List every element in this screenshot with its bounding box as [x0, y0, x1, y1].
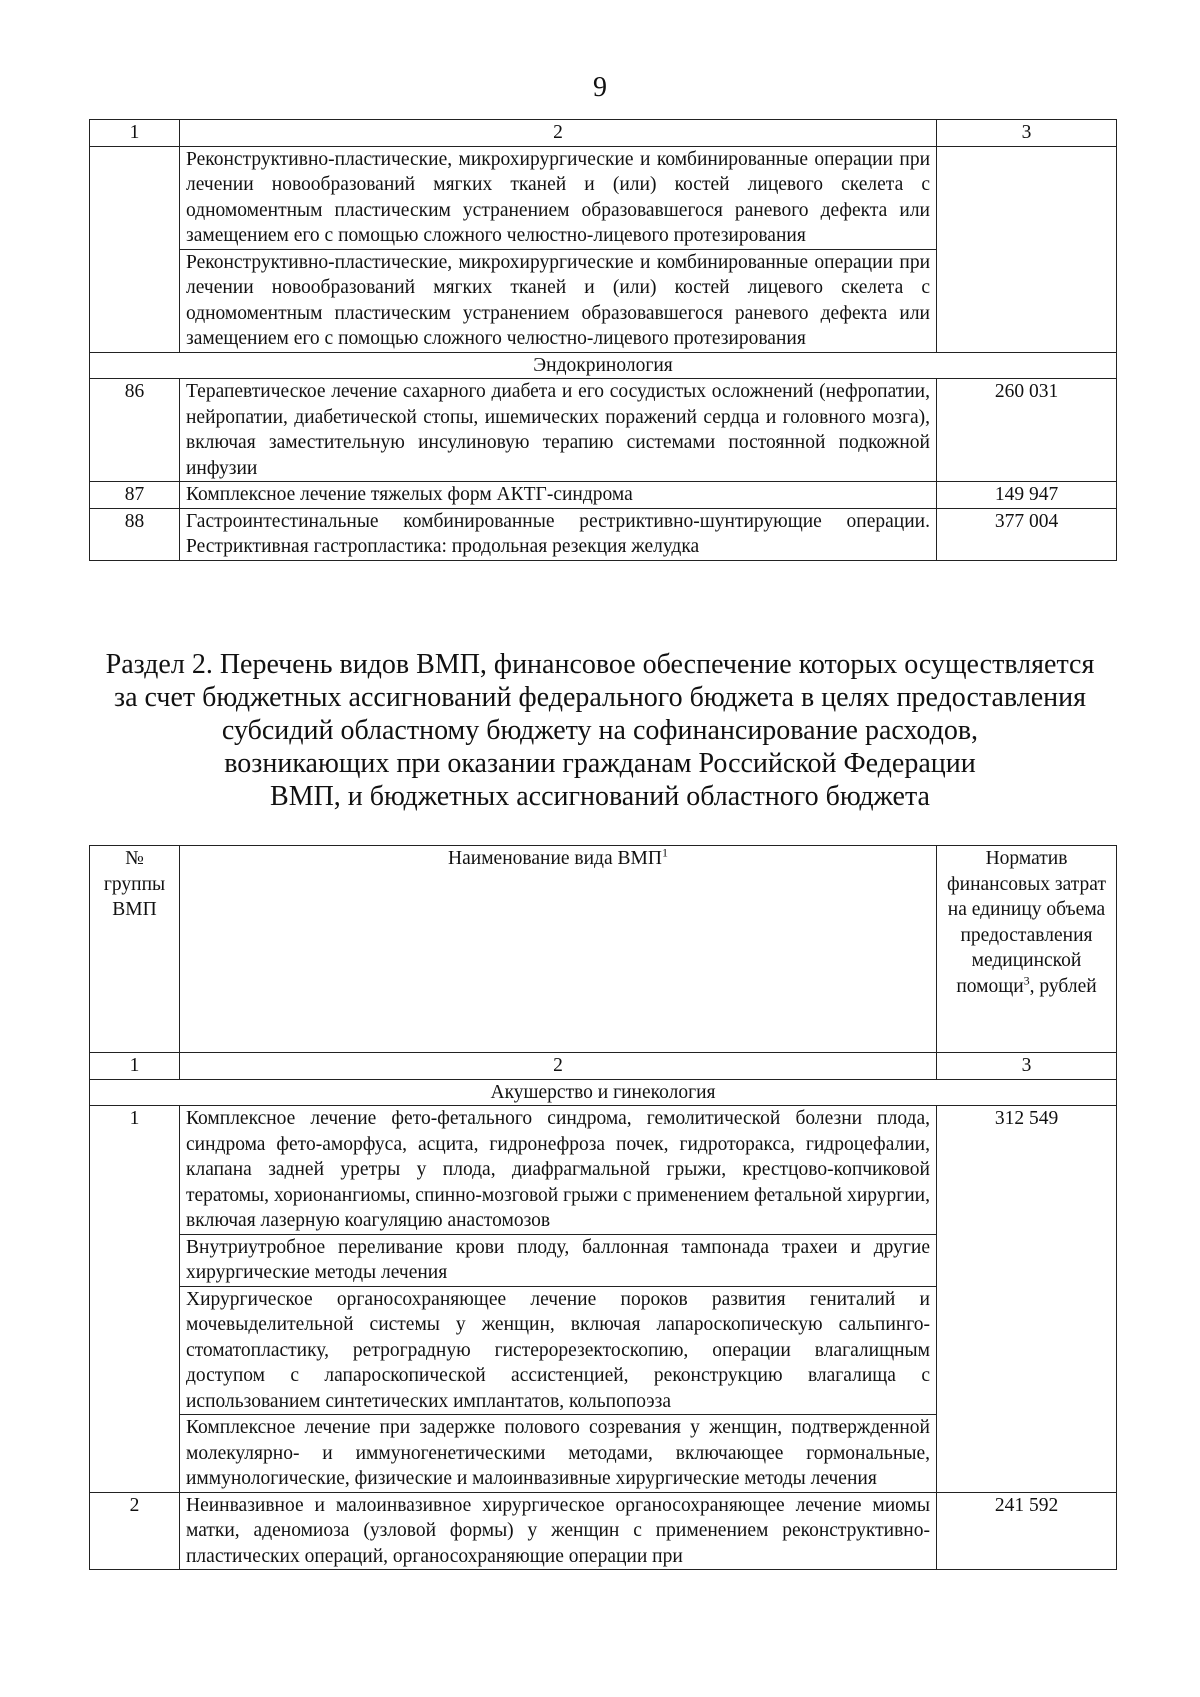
cost-value: 312 549 [937, 1106, 1117, 1493]
column-number: 3 [937, 1053, 1117, 1080]
vmp-name-cell: Комплексное лечение при задержке полового созревания у женщин, подтвержденной молекулярно- и иммуногенетическими методами, включающее гормональные, иммунологические, физические и малоинвазивные хирургические методы лечения [180, 1415, 937, 1493]
column-number: 2 [180, 1053, 937, 1080]
column-number-row [90, 120, 1117, 147]
vmp-name-cell: Комплексное лечение фето-фетального синдрома, гемолитической болезни плода, синдрома фето-аморфуса, асцита, гидронефроза почек, гидроторакса, гидроцефалии, клапана задней уретры у плода, диафрагмальной грыжи, крестцово-копчиковой тератомы, хорионангиомы, спинно-мозговой грыжи с применением фетальной хирургии, включая лазерную коагуляцию анастомозов [180, 1106, 937, 1235]
group-number: 88 [90, 508, 180, 560]
table-row [90, 146, 1117, 249]
vmp-name-cell: Неинвазивное и малоинвазивное хирургическое органосохраняющее лечение миомы матки, аденомиоза (узловой формы) у женщин с применением реконструктивно-пластических операций, органосохраняющие операции при [180, 1492, 937, 1570]
page-number: 9 [593, 72, 607, 103]
column-number: 3 [937, 120, 1117, 147]
column-number-row [90, 1053, 1117, 1080]
footnote-mark: 3 [1023, 973, 1030, 987]
cost-value: 377 004 [937, 508, 1117, 560]
group-number: 1 [90, 1106, 180, 1493]
table-row [90, 482, 1117, 509]
vmp-table-continuation [89, 119, 1117, 561]
cost-value: 260 031 [937, 379, 1117, 482]
group-number: 2 [90, 1492, 180, 1570]
heading-line: возникающих при оказании гражданам Российской Федерации [224, 748, 976, 779]
header-group-number: № группы ВМП [90, 846, 180, 1053]
cost-value: 241 592 [937, 1492, 1117, 1570]
group-number-cell [90, 146, 180, 352]
heading-line: за счет бюджетных ассигнований федерального бюджета в целях предоставления [114, 682, 1086, 713]
table-row [90, 1106, 1117, 1235]
cost-cell [937, 146, 1117, 352]
section-row [90, 1079, 1117, 1106]
column-number: 2 [180, 120, 937, 147]
table-row [90, 1492, 1117, 1570]
column-number: 1 [90, 120, 180, 147]
table-header-row [90, 846, 1117, 1053]
cost-value: 149 947 [937, 482, 1117, 509]
section-row [90, 352, 1117, 379]
header-cost: Норматив финансовых затрат на единицу объема предоставления медицинской помощи$^3$, рублей [937, 846, 1117, 1053]
footnote-mark: 1 [661, 845, 668, 860]
heading-line: ВМП, и бюджетных ассигнований областного бюджета [270, 781, 930, 812]
vmp-name-cell: Комплексное лечение тяжелых форм АКТГ-синдрома [180, 482, 937, 509]
vmp-name-cell: Гастроинтестинальные комбинированные рестриктивно-шунтирующие операции. Рестриктивная гастропластика: продольная резекция желудка [180, 508, 937, 560]
section-title: Эндокринология [90, 352, 1117, 379]
heading-line: субсидий областному бюджету на софинансирование расходов, [221, 715, 979, 746]
group-number: 86 [90, 379, 180, 482]
table-row [90, 508, 1117, 560]
vmp-name-cell: Хирургическое органосохраняющее лечение пороков развития гениталий и мочевыделительной системы у женщин, включая лапароскопическую сальпинго-стоматопластику, ретроградную гистерорезектоскопию, операции влагалищным доступом с лапароскопической ассистенцией, реконструкцию влагалища с использованием синтетических имплантатов, кольпопоэза [180, 1286, 937, 1415]
vmp-name-cell: Терапевтическое лечение сахарного диабета и его сосудистых осложнений (нефропатии, нейропатии, диабетической стопы, ишемических поражений сердца и головного мозга), включая заместительную инсулиновую терапию системами постоянной подкожной инфузии [180, 379, 937, 482]
vmp-name-cell: Реконструктивно-пластические, микрохирургические и комбинированные операции при лечении новообразований мягких тканей и (или) костей лицевого скелета с одномоментным пластическим устранением образовавшегося раневого дефекта или замещением его с помощью сложного челюстно-лицевого протезирования [180, 146, 937, 249]
vmp-name-cell: Внутриутробное переливание крови плоду, баллонная тампонада трахеи и другие хирургические методы лечения [180, 1234, 937, 1286]
vmp-table-section-2 [89, 845, 1117, 1570]
header-vmp-name: Наименование вида ВМП$^1$ [180, 846, 937, 1053]
group-number: 87 [90, 482, 180, 509]
column-number: 1 [90, 1053, 180, 1080]
table-row [90, 379, 1117, 482]
heading-line: Раздел 2. Перечень видов ВМП, финансовое обеспечение которых осуществляется [105, 649, 1095, 680]
section-2-heading [60, 648, 1140, 813]
vmp-name-cell: Реконструктивно-пластические, микрохирургические и комбинированные операции при лечении новообразований мягких тканей и (или) костей лицевого скелета с одномоментным пластическим устранением образовавшегося раневого дефекта или замещением его с помощью сложного челюстно-лицевого протезирования [180, 249, 937, 352]
section-title: Акушерство и гинекология [90, 1079, 1117, 1106]
